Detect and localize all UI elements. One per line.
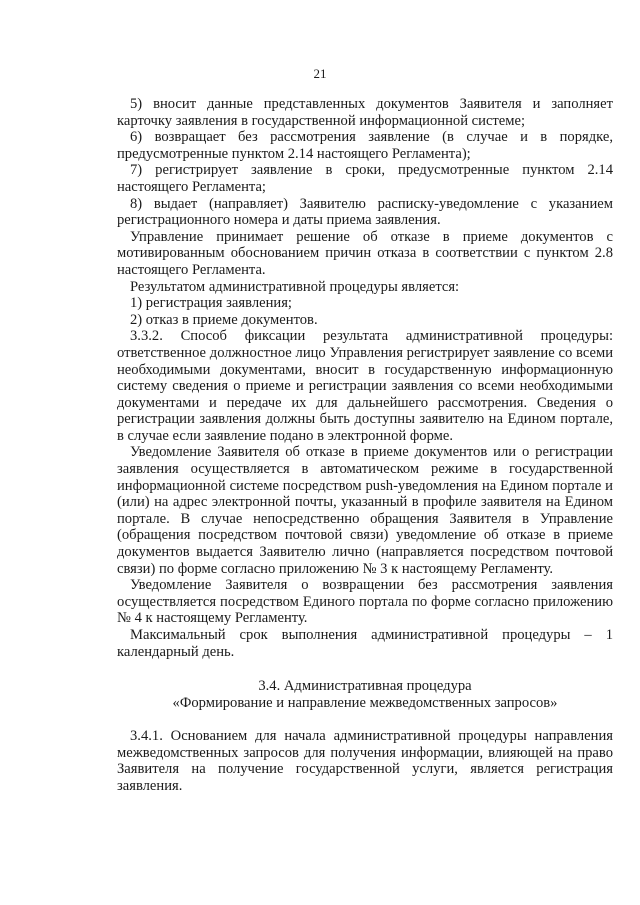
paragraph: Управление принимает решение об отказе в приеме документов с мотивированным обоснованием причин отказа в соответствии с пунктом 2.8 настоящего Регламента. (117, 228, 613, 278)
paragraph: 3.3.2. Способ фиксации результата административной процедуры: ответственное должностное лицо Управления регистрирует заявление со всеми необходимыми документами, вносит в государственную информационную систему сведения о приеме и регистрации заявления со всеми необходимыми документами и передаче их для дальнейшего рассмотрения. Сведения о регистрации заявления должны быть доступны заявителю на Едином портале, в случае если заявление подано в электронной форме. (117, 328, 613, 444)
paragraph: 6) возвращает без рассмотрения заявление (в случае и в порядке, предусмотренные пунктом 2.14 настоящего Регламента); (117, 129, 613, 162)
paragraph: Уведомление Заявителя о возвращении без рассмотрения заявления осуществляется посредством Единого портала по форме согласно приложению № 4 к настоящему Регламенту. (117, 577, 613, 627)
paragraph: 5) вносит данные представленных документов Заявителя и заполняет карточку заявления в государственной информационной системе; (117, 96, 613, 129)
section-heading (117, 678, 613, 712)
section-heading-line: «Формирование и направление межведомственных запросов» (172, 695, 558, 712)
paragraph: Максимальный срок выполнения административной процедуры – 1 календарный день. (117, 627, 613, 660)
document-body (117, 96, 613, 795)
paragraph: 3.4.1. Основанием для начала административной процедуры направления межведомственных запросов для получения информации, влияющей на право Заявителя на получение государственной услуги, является регистрация заявления. (117, 728, 613, 794)
paragraph: 8) выдает (направляет) Заявителю расписку-уведомление с указанием регистрационного номера и даты приема заявления. (117, 195, 613, 229)
list-item: 1) регистрация заявления; (130, 295, 292, 312)
section-heading-line: 3.4. Административная процедура (258, 678, 472, 695)
page-number: 21 (313, 66, 327, 81)
paragraph: Результатом административной процедуры является: (130, 278, 460, 295)
paragraph: Уведомление Заявителя об отказе в приеме документов или о регистрации заявления осуществляется в автоматическом режиме в государственной информационной системе посредством push-уведомления на Едином портале и (или) на адрес электронной почты, указанный в профиле заявителя на Едином портале. В случае непосредственно обращения Заявителя в Управление (обращения посредством почтовой связи) уведомление об отказе в приеме документов выдается Заявителю лично (направляется посредством почтовой связи) по форме согласно приложению № 3 к настоящему Регламенту. (117, 444, 613, 577)
list-item: 2) отказ в приеме документов. (130, 311, 318, 328)
paragraph: 7) регистрирует заявление в сроки, предусмотренные пунктом 2.14 настоящего Регламента; (117, 162, 613, 195)
